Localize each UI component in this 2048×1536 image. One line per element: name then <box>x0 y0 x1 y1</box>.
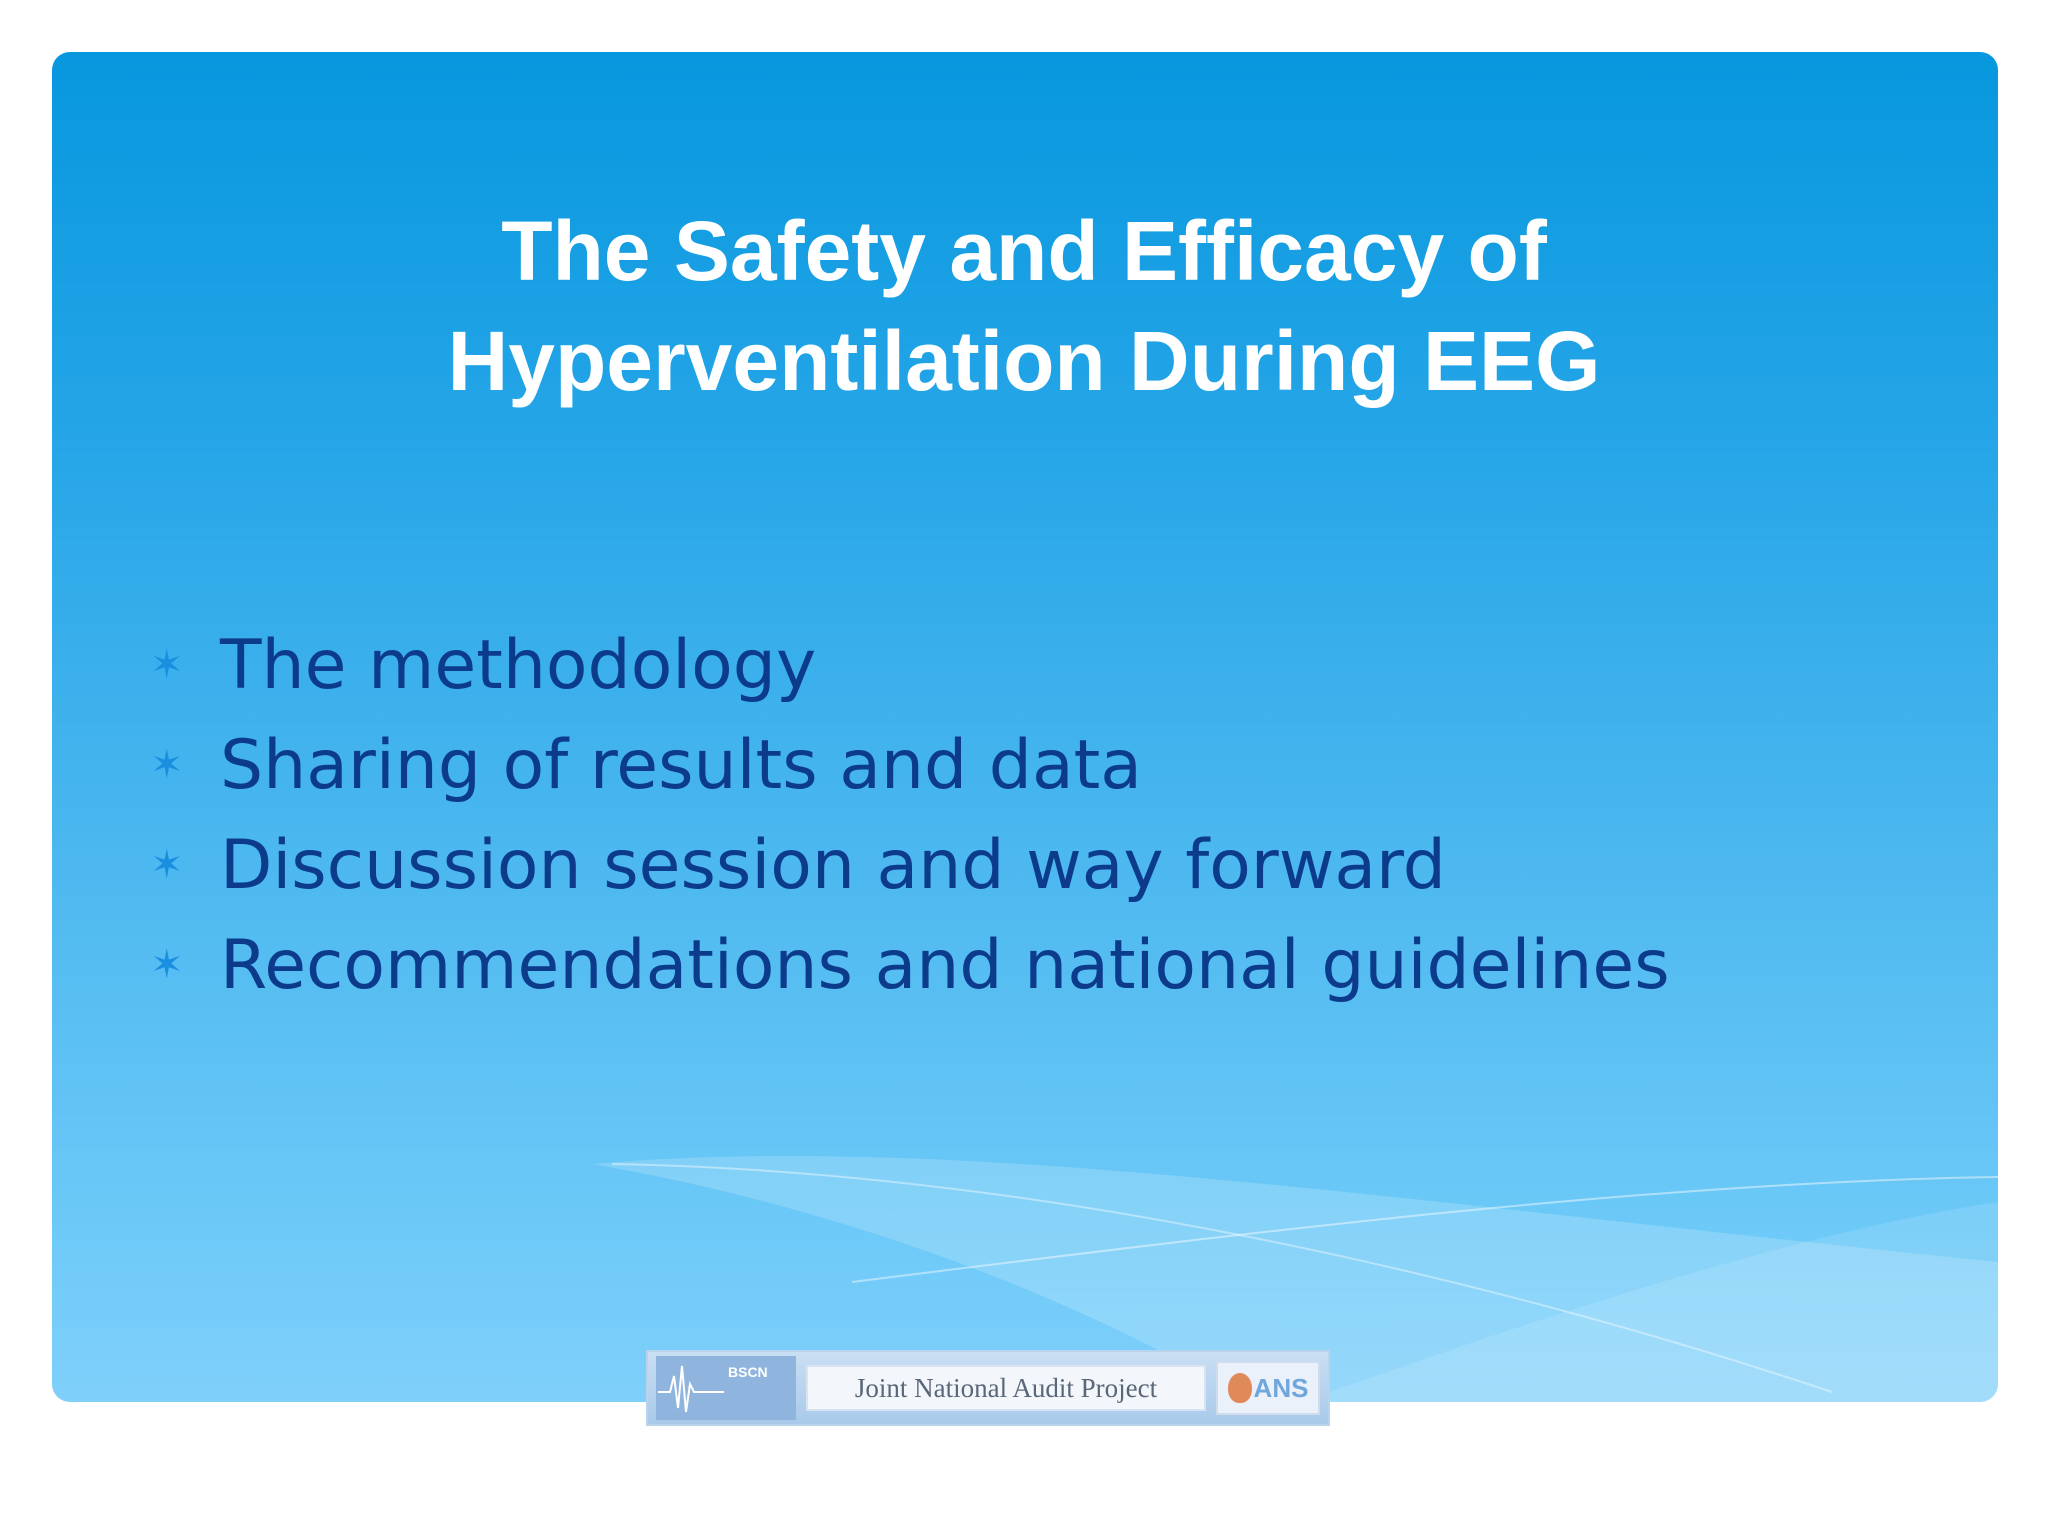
ans-emblem-icon <box>1228 1373 1252 1403</box>
title-line-1: The Safety and Efficacy of <box>501 204 1547 298</box>
ans-logo-text: ANS <box>1253 1372 1309 1403</box>
footer-logo-banner <box>646 1350 1330 1426</box>
ans-logo <box>1216 1361 1320 1415</box>
bullet-text: The methodology <box>220 625 817 705</box>
bullet-item-sharing <box>150 715 1670 815</box>
star-icon: ✶ <box>150 642 184 688</box>
bullet-text: Discussion session and way forward <box>220 825 1446 905</box>
bullet-list <box>150 615 1670 1015</box>
joint-national-audit-project-label: Joint National Audit Project <box>806 1365 1206 1411</box>
bscn-logo <box>656 1356 796 1420</box>
star-icon: ✶ <box>150 842 184 888</box>
title-line-2: Hyperventilation During EEG <box>447 314 1601 408</box>
bullet-item-discussion <box>150 815 1670 915</box>
star-icon: ✶ <box>150 742 184 788</box>
bullet-text: Recommendations and national guidelines <box>220 925 1670 1005</box>
bullet-item-methodology <box>150 615 1670 715</box>
slide-title <box>0 196 2048 416</box>
star-icon: ✶ <box>150 942 184 988</box>
eeg-wave-icon <box>656 1356 726 1420</box>
bscn-logo-text: BSCN <box>728 1364 768 1380</box>
bullet-item-recommendations <box>150 915 1670 1015</box>
bullet-text: Sharing of results and data <box>220 725 1142 805</box>
